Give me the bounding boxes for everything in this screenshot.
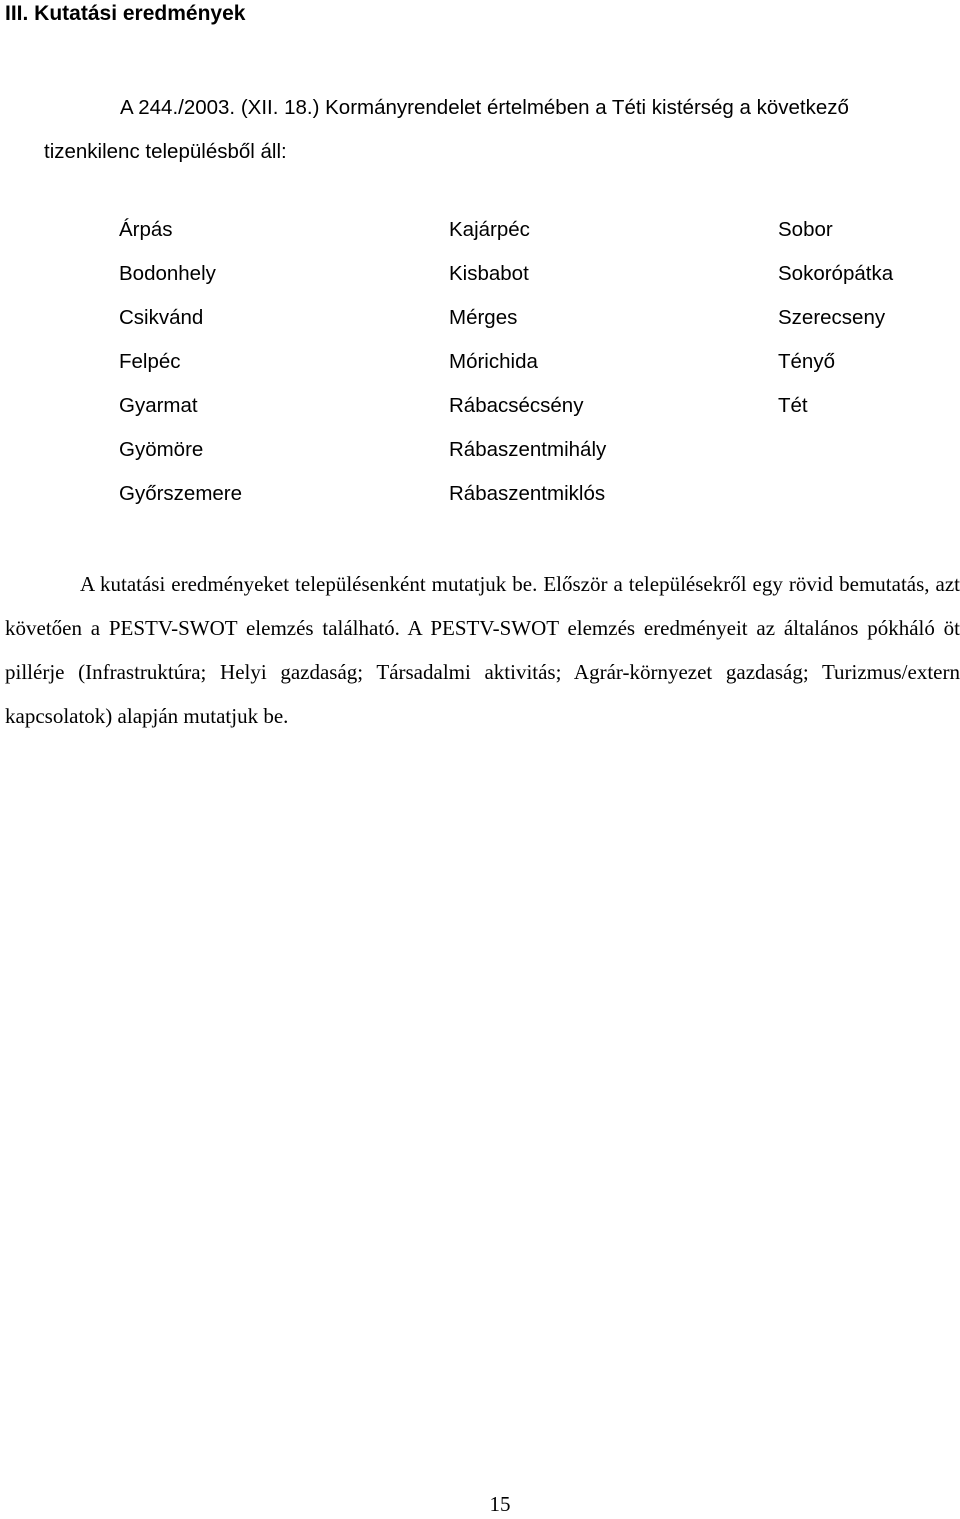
page-number: 15 [489, 1492, 511, 1516]
section-heading: III. Kutatási eredmények [5, 2, 246, 25]
settlement-item: Kisbabot [449, 262, 529, 285]
settlement-item: Rábaszentmiklós [449, 482, 606, 505]
settlement-item: Sobor [778, 218, 833, 241]
settlement-column-1 [119, 208, 242, 516]
settlement-item: Gyarmat [119, 394, 198, 417]
settlement-item: Mórichida [449, 350, 538, 373]
results-text: A kutatási eredményeket településenként mutatjuk be. Először a településekről egy rövid bemutatás, azt követően a PESTV-SWOT elemzés található. A PESTV-SWOT elemzés eredményeit az általános pókháló öt pillérje (Infrastruktúra; Helyi gazdaság; Társadalmi aktivitás; Agrár-környezet gazdaság; Turizmus/extern kapcsolatok) alapján mutatjuk be. [5, 572, 960, 728]
settlement-item: Győrszemere [119, 482, 243, 505]
settlement-item: Rábaszentmihály [449, 438, 607, 461]
settlement-item: Bodonhely [119, 262, 216, 285]
settlement-item: Árpás [119, 218, 173, 241]
settlement-item: Tét [778, 394, 808, 417]
settlement-item: Rábacsécsény [449, 394, 584, 417]
intro-line-1: A 244./2003. (XII. 18.) Kormányrendelet értelmében a Téti kistérség a következő [120, 96, 849, 119]
settlement-column-3 [778, 208, 893, 428]
intro-line-2: tizenkilenc településből áll: [44, 140, 287, 163]
settlement-item: Csikvánd [119, 306, 204, 329]
intro-paragraph [44, 86, 960, 174]
settlement-item: Mérges [449, 306, 518, 329]
settlement-item: Tényő [778, 350, 835, 373]
settlement-item: Kajárpéc [449, 218, 530, 241]
settlement-item: Sokorópátka [778, 262, 894, 285]
results-paragraph [5, 562, 960, 738]
settlement-item: Felpéc [119, 350, 181, 373]
settlement-item: Gyömöre [119, 438, 204, 461]
settlement-column-2 [449, 208, 606, 516]
settlement-list [0, 208, 960, 518]
settlement-item: Szerecseny [778, 306, 886, 329]
